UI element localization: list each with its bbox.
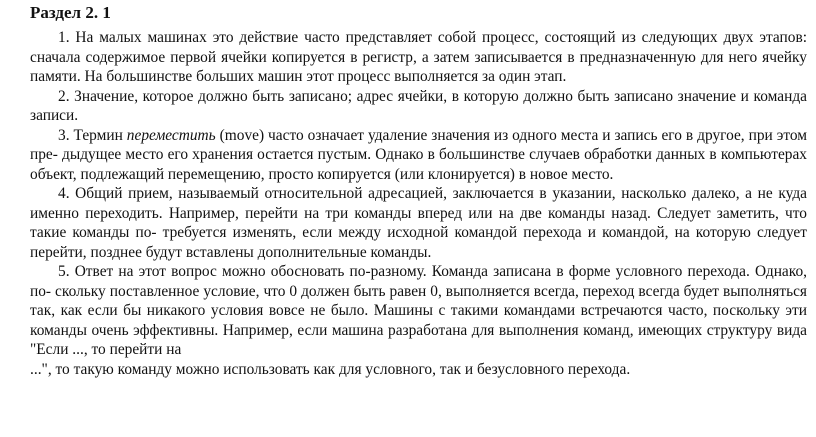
section-heading: Раздел 2. 1 — [30, 3, 111, 22]
paragraph-3-rest: (move) часто означает удаление значения из одного места и запись его в другое, при этом пре- дыдущее место его хранения остается пустым. Однако в большинстве случаев обработки данных в компьютерах объект, подлежащий перемещению, просто копируется (или клонируется) в новое место. — [30, 126, 807, 183]
paragraph-1: 1. На малых машинах это действие часто представляет собой процесс, состоящий из следующих двух этапов: сначала содержимое первой ячейки копируется в регистр, а затем записывается в предназначенную для него ячейку памяти. На большинстве больших машин этот процесс выполняется за один этап. — [30, 29, 807, 85]
paragraph-3-start: 3. Термин — [58, 126, 127, 144]
document-page — [30, 2, 807, 379]
paragraph-2: 2. Значение, которое должно быть записано; адрес ячейки, в которую должно быть записано значение и команда записи. — [30, 87, 807, 124]
paragraph-5-tail: ...", то такую команду можно использовать как для условного, так и безусловного перехода. — [30, 360, 631, 378]
term-move: переместить — [126, 126, 216, 144]
paragraph-4: 4. Общий прием, называемый относительной адресацией, заключается в указании, насколько далеко, а не куда именно переходить. Например, перейти на три команды вперед или на две команды назад. Следует заметить, что такие команды по- требуется изменять, если между исходной командой перехода и командой, на которую следует перейти, позднее будут вставлены дополнительные команды. — [30, 185, 807, 261]
paragraph-5: 5. Ответ на этот вопрос можно обосновать по-разному. Команда записана в форме условного перехода. Однако, по- скольку поставленное условие, что 0 должен быть равен 0, выполняется всегда, переход всегда будет выполняться так, как если бы никакого условия вовсе не было. Машины с такими командами встречаются часто, поскольку эти команды очень эффективны. Например, если машина разработана для выполнения команд, имеющих структуру вида "Если ..., то перейти на — [30, 263, 807, 358]
paragraph-3 — [30, 126, 807, 185]
